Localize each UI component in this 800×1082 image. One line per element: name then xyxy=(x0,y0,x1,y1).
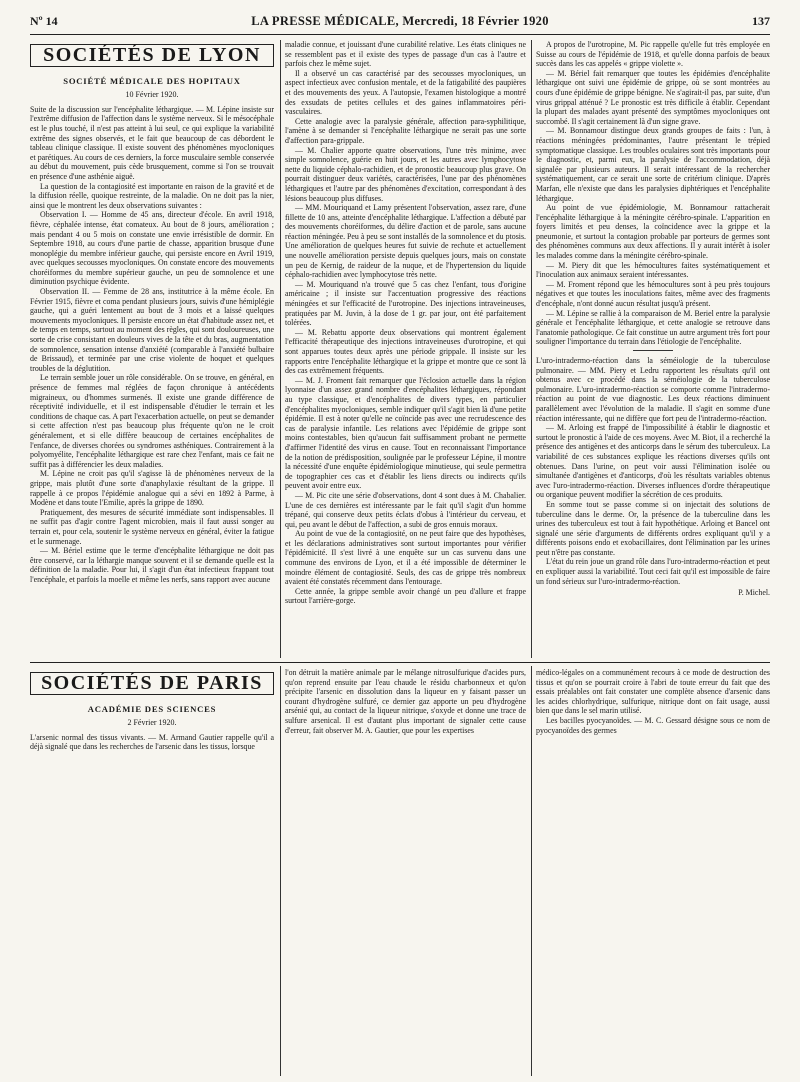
signature: P. Michel. xyxy=(738,588,770,598)
paragraph: — M. Chalier apporte quatre observations, l'une très minime, avec simple somnolence, guérie en huit jours, et les autres avec lymphocytose nette du liquide céphalo-rachidien, et de pronostic beaucoup plus grave. On pourrait distinguer deux variétés, caractérisées, l'une par des phénomènes léthargiques et l'autre par des phénomènes d'excitation, correspondant à des lésions beaucoup plus diffuses. xyxy=(285,145,526,203)
paris-column-3 xyxy=(536,668,770,1076)
paragraph: M. Lépine ne croit pas qu'il s'agisse là de phénomènes nerveux de la grippe, mais plutôt d'une sorte d'anaphylaxie résultant de la grippe. Il rappelle à ce propos l'épidémie analogue qui a sévi en 1892 à Parme, à Modène et dans toute l'Emilie, après la grippe de 1890. xyxy=(30,469,274,508)
section-title-paris: SOCIÉTÉS DE PARIS xyxy=(30,672,274,695)
separator xyxy=(633,350,673,351)
society-name: ACADÉMIE DES SCIENCES xyxy=(87,703,217,714)
paragraph: Observation I. — Homme de 45 ans, directeur d'école. En avril 1918, fièvre, céphalée intense, état comateux. Au bout de 8 jours, amélioration ; mais pendant 4 ou 5 mois on constate une envie irrésistible de dormir. En Septembre 1918, au cours d'une partie de chasse, apparition brusque d'une monoplégie du membre inférieur gauche, qui persiste encore en Avril 1919, avec quelques secousses myocloniques. On constate encore des mouvements choréiformes du membre supérieur gauche, un peu de somnolence et une diminution psychique évidente. xyxy=(30,210,274,287)
session-date: 10 Février 1920. xyxy=(125,90,179,100)
section-rule xyxy=(30,662,770,663)
paragraph: A propos de l'urotropine, M. Pic rappelle qu'elle fut très employée en Suisse au cours de l'épidémie de 1918, et qu'elle donna parfois de beaux succès dans les cas appelés « grippe violette ». xyxy=(536,40,770,69)
paragraph: En somme tout se passe comme si on injectait des solutions de tuberculine dans le derme. Or, la présence de la tuberculine dans les urines des tuberculeux est tout à fait hypothétique. Arloing et Bancel ont signalé une série d'arguments de différents ordres expliquant qu'il y a différents poisons endo et exobacillaires, dont l'élimination par les urines peut n'être pas constante. xyxy=(536,499,770,557)
paragraph: — M. Lépine se rallie à la comparaison de M. Beriel entre la paralysie générale et l'encéphalite léthargique, et cette analogie se retrouve dans l'anatomie pathologique. Ce fait constitue un autre argument très fort pour souligner l'importance du terrain dans l'étiologie de l'encéphalite. xyxy=(536,308,770,347)
paragraph: Cette année, la grippe semble avoir changé un peu d'allure et frappe surtout l'arrière-gorge. xyxy=(285,586,526,606)
paragraph: — M. J. Froment fait remarquer que l'éclosion actuelle dans la région lyonnaise d'un assez grand nombre d'encéphalites léthargiques, répondant au type classique, et d'encéphalites de divers types, en particulier d'encéphalites myocloniques, semble indiquer qu'il s'agit bien là d'une petite épidémie. Il est à noter qu'elle ne coïncide pas avec une recrudescence des cas de paralysie infantile. Les relations avec l'épidémie de grippe sont moins contestables, bien qu'aucun fait suffisamment probant ne permette d'affirmer l'identité des virus en cause. Tout en reconnaissant l'importance de la notion de prédisposition, soulignée par le professeur Lépine, il montre la nécessité d'une enquête épidémiologique minutieuse, qui seule permettra de topographier ces cas et d'établir les liens directs ou indirects qu'ils peuvent avoir entre eux. xyxy=(285,375,526,491)
paragraph: L'uro-intradermo-réaction dans la séméiologie de la tuberculose pulmonaire. — MM. Piery et Ledru rapportent les résultats qu'il ont obtenus avec ce procédé dans la séméiologie de la tuberculose pulmonaire. L'uro-intradermo-réaction se comporte comme l'intradermo-réaction au point de vue diagnostic. Les deux réactions diminuent parallèlement avec l'évolution de la maladie. Il s'agit en somme d'une réaction intéressante, qui ne diffère que fort peu de l'intradermo-réaction. xyxy=(536,356,770,423)
paragraph: — M. Arloing est frappé de l'impossibilité à établir le diagnostic et surtout le pronostic à l'aide de ces moyens. Avec M. Biot, il a recherché la présence des antigènes et des anticorps dans le sérum des tuberculeux. La variabilité de ces substances explique les réactions diverses qu'ils ont obtenues. Dans l'urine, on peut voir aussi l'élimination isolée ou simultanée d'antigènes et d'anticorps, d'où les résultats variables obtenus avec l'uro-intradermo-réaction. Diverses influences d'ordre thérapeutique ou organique peuvent modifier la sécrétion de ces produits. xyxy=(536,423,770,500)
paragraph: — M. Pic cite une série d'observations, dont 4 sont dues à M. Chabalier. L'une de ces dernières est intéressante par le fait qu'il s'agit d'un homme trépané, qui conserve deux petits éclats d'obus à l'intérieur du cerveau, et qui, peu avant le début de l'affection, a subi de gros ennuis moraux. xyxy=(285,490,526,529)
lyon-column-3 xyxy=(536,40,770,658)
paragraph: — M. Bériel fait remarquer que toutes les épidémies d'encéphalite léthargique ont suivi une épidémie de grippe, où se sont montrées au cours d'une épidémie de grippe bénigne. Ne s'agirait-il pas, par suite, d'un virus grippal atténué ? Le pronostic est très difficile à établir. Cependant la plupart des malades ayant présenté des symptômes myocloniques ont succombé. Il s'agit certainement là d'un signe grave. xyxy=(536,68,770,126)
paragraph: — M. Froment répond que les hémocultures sont à peu près toujours négatives et que toutes les inoculations faites, même avec des fragments d'encéphale, n'ont donné aucun résultat jusqu'à présent. xyxy=(536,279,770,309)
running-header xyxy=(30,14,770,32)
paragraph: Suite de la discussion sur l'encéphalite léthargique. — M. Lépine insiste sur l'extrême diffusion de l'affection dans le système nerveux. Si le mésocéphale est le plus touché, il n'est pas atteint à lui seul, ce qui explique la variabilité extrême des signes observés, et le fait que beaucoup de cas débordent le tableau clinique classique. Il existe souvent des phénomènes myocloniques et parétiques. Au cours de ces derniers, la force musculaire semble conservée au début du mouvement, puis cède brusquement, comme si l'on se trouvait en présence d'une asthénie aiguë. xyxy=(30,104,274,181)
page-number: 137 xyxy=(752,14,770,28)
paragraph: Cette analogie avec la paralysie générale, affection para-syphilitique, l'amène à se demander si l'encéphalite léthargique ne serait pas une sorte d'affection para-grippale. xyxy=(285,116,526,145)
paragraph: l'on détruit la matière animale par le mélange nitrosulfurique d'acides purs, qu'on reprend ensuite par l'eau chaude le résidu charbonneux et qu'on précipite l'arsenic en dissolution dans la liqueur en y faisant passer un courant d'hydrogène sulfuré, ce dernier gaz apporte un peu d'hydrogène arsénié qui, au contact de la liqueur nitrique, s'oxyde et donne une trace de sulfure arsenical. Il est d'autant plus important de signaler cette cause d'erreur, fait observer M. A. Gautier, que pour les expertises xyxy=(285,668,526,735)
paragraph: médico-légales on a communément recours à ce mode de destruction des tissus et qu'on se pourrait croire à l'abri de toute erreur du fait que des essais préalables ont fait constater une complète absence d'arsenic dans les acides chlorhydrique, sulfurique, nitrique dont on fait usage, aussi bien que dans le sel marin utilisé. xyxy=(536,668,770,716)
paragraph: L'arsenic normal des tissus vivants. — M. Armand Gautier rappelle qu'il a déjà signalé que dans les recherches de l'arsenic dans les tissus, lorsque xyxy=(30,732,274,752)
paragraph: — M. Piery dit que les hémocultures faites systématiquement et l'inoculation aux animaux seraient intéressantes. xyxy=(536,260,770,280)
paragraph: — M. Bériel estime que le terme d'encéphalite léthargique ne doit pas être conservé, car la léthargie manque souvent et il se demande quelle est la définition de la maladie. Pour lui, il s'agit d'un état infectieux frappant tout l'encéphale, et parfois la moelle et même les nerfs, sans rapport avec aucune xyxy=(30,546,274,584)
paragraph: — M. Rebattu apporte deux observations qui montrent également l'efficacité thérapeutique des injections intraveineuses d'urotropine, et qui sont apparues toutes deux après une période grippale. Il insiste sur les rapports entre l'encéphalite léthargique et la grippe et montre que ce sont là des cas extrêmement fréquents. xyxy=(285,327,526,376)
paragraph: La question de la contagiosité est importante en raison de la gravité et de la diffusion réelle, quoique restreinte, de la maladie. On ne doit pas la nier, ainsi que le montrent les deux observations suivantes : xyxy=(30,181,274,210)
paragraph: maladie connue, et jouissant d'une curabilité relative. Les états cliniques ne se ressemblent pas et il existe des types de passage d'un cas à l'autre et parfois chez le même sujet. xyxy=(285,40,526,69)
society-name: SOCIÉTÉ MÉDICALE DES HOPITAUX xyxy=(63,75,241,86)
paragraph: Il a observé un cas caractérisé par des secousses myocloniques, un aspect infectieux avec confusion mentale, et de la fatigabilité des paupières et des mouvements des yeux. A l'autopsie, l'examen histologique a montré des exsudats de petites cellules et des gaines inflammatoires péri-vasculaires. xyxy=(285,68,526,117)
paragraph: — M. Mouriquand n'a trouvé que 5 cas chez l'enfant, tous d'origine américaine ; il insiste sur l'accentuation progressive des réactions méningées et sur l'efficacité de l'urotropine. Des injections intraveineuses, pratiquées par M. Juvin, à la dose de 1 gr. par jour, ont été parfaitement tolérées. xyxy=(285,279,526,328)
section-title-lyon: SOCIÉTÉS DE LYON xyxy=(30,44,274,67)
paris-column-2 xyxy=(285,668,526,1076)
lyon-column-1 xyxy=(30,44,274,658)
column-divider xyxy=(280,40,281,658)
paragraph: — MM. Mouriquand et Lamy présentent l'observation, assez rare, d'une fillette de 10 ans, atteinte d'encéphalite léthargique. L'affection a débuté par des mouvements choréiformes, du délire d'action et de parole, sans aucune réaction méningée. Peu à peu se sont installés de la somnolence et du ptosis. Une amélioration de quelques heures fut suivie de rechute et actuellement une nouvelle amélioration persiste depuis quelques jours, mais on constate un peu de Kernig, de raideur de la nuque, et de l'hypertension du liquide céphalo-rachidien avec lymphocytose très nette. xyxy=(285,203,526,280)
header-rule xyxy=(30,34,770,35)
session-date: 2 Février 1920. xyxy=(127,718,177,728)
issue-number: Nº 14 xyxy=(30,14,58,28)
paris-column-1 xyxy=(30,672,274,1076)
paragraph: — M. Bonnamour distingue deux grands groupes de faits : l'un, à réactions méningées prédominantes, l'autre présentant le trépied symptomatique classique. Les troubles oculaires sont très importants pour le diagnostic, et, parmi eux, la paralysie de l'accommodation, déjà signalée par plusieurs auteurs. Il serait intéressant de la rechercher systématiquement, car ce serait une sorte de critérium clinique. D'après Marfan, elle n'existe que dans les paralysies diphtériques et l'encéphalite léthargique. xyxy=(536,126,770,203)
column-divider xyxy=(531,666,532,1076)
paragraph: Observation II. — Femme de 28 ans, institutrice à la même école. En Février 1915, fièvre et coma pendant plusieurs jours, suivis d'une hémiplégie gauche, qui a guéri lentement au bout de 3 mois et a laissé quelques mouvements myocloniques. Il persiste encore un état d'habitude assez net, et de temps en temps, surtout au moment des règles, qui sont douloureuses, une sorte de crise consistant en douleurs vives de la tête et du bras, augmentation de somnolence, sensation intense d'anxiété (comparable à l'anxiété bulbaire de Brissaud), et terminée par une crise violente de hoquet et quelques troubles de la déglutition. xyxy=(30,287,274,373)
column-divider xyxy=(531,40,532,658)
journal-title: LA PRESSE MÉDICALE, Mercredi, 18 Février 1920 xyxy=(251,14,549,28)
paragraph: Au point de vue épidémiologie, M. Bonnamour rattacherait l'encéphalite léthargique à la méningite cérébro-spinale. L'apparition en foyers limités et peu denses, la coïncidence avec la grippe et la pneumonie, et surtout la contagion probable par porteurs de germes sont des phénomènes communs aux deux affections. Il y aurait intérêt à isoler les malades comme dans la méningite cérébro-spinale. xyxy=(536,203,770,261)
paragraph: Les bacilles pyocyanoïdes. — M. C. Gessard désigne sous ce nom de pyocyanoïdes des germes xyxy=(536,715,770,735)
paragraph: Au point de vue de la contagiosité, on ne peut faire que des hypothèses, et les déclarations administratives sont surtout importantes pour vérifier l'épidémicité. Il s'est livré à une enquête sur un cas survenu dans une commune des environs de Lyon, et il a été impossible de déterminer le moindre élément de contagiosité. Seuls, des cas de grippe très nombreux avaient été constatés récemment dans l'entourage. xyxy=(285,529,526,587)
lyon-column-2 xyxy=(285,40,526,658)
column-divider xyxy=(280,666,281,1076)
paragraph: Le terrain semble jouer un rôle considérable. On se trouve, en général, en présence de femmes mal réglées de façon chronique à antécédents migraineux, ou d'hommes surmenés. Il existe une grande différence de réceptivité individuelle, et il est indispensable d'étudier le terrain et les conditions de chaque cas. A part l'exacerbation actuelle, on peut se demander si cette affection n'est pas beaucoup plus fréquente qu'on ne le croit généralement, et si elle diffère beaucoup de certaines encéphalites de l'enfance, de diverses chorées ou syndromes asthéniques. Contrairement à la polyomyélite, l'encéphalite léthargique est rare chez l'enfant, mais ce fait ne suffit pas à différencier les deux maladies. xyxy=(30,373,274,469)
paragraph: Pratiquement, des mesures de sécurité immédiate sont indispensables. Il ne suffit pas d'agir contre l'agent microbien, mais il faut aussi songer au terrain et, pour cela, soutenir le système nerveux en général, éviter la fatigue et le surmenage. xyxy=(30,507,274,546)
paragraph: L'état du rein joue un grand rôle dans l'uro-intradermo-réaction et peut en expliquer aussi la variabilité. Tout ceci fait qu'il est impossible de faire un fond sérieux sur l'uro-intradermo-réaction. xyxy=(536,557,770,586)
